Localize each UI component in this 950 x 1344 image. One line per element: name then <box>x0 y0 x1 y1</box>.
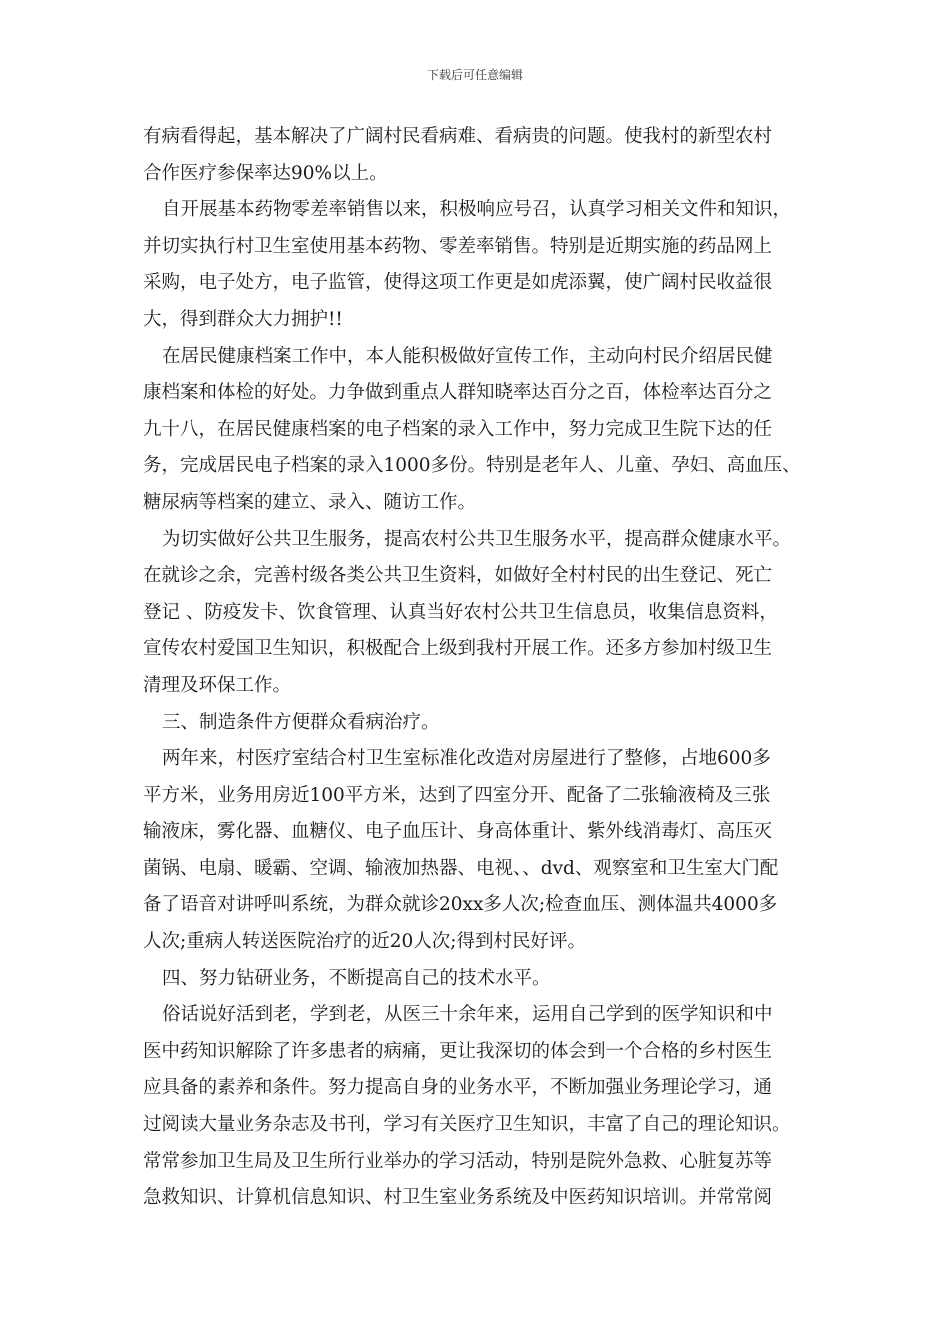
text-line: 合作医疗参保率达90%以上。 <box>143 162 388 184</box>
text-line: 采购，电子处方，电子监管，使得这项工作更是如虎添翼，使广阔村民收益很 <box>143 272 773 294</box>
text-line: 应具备的素养和条件。努力提高自身的业务水平，不断加强业务理论学习，通 <box>143 1077 773 1099</box>
text-line: 四、努力钻研业务，不断提高自己的技术水平。 <box>162 967 551 989</box>
text-line: 大，得到群众大力拥护!! <box>143 308 343 330</box>
text-line: 务，完成居民电子档案的录入1000多份。特别是老年人、儿童、孕妇、高血压、 <box>143 455 801 477</box>
text-line: 宣传农村爱国卫生知识，积极配合上级到我村开展工作。还多方参加村级卫生 <box>143 638 773 660</box>
text-line: 糖尿病等档案的建立、录入、随访工作。 <box>143 491 477 513</box>
text-line: 菌锅、电扇、暖霸、空调、输液加热器、电视、、dvd、观察室和卫生室大门配 <box>143 857 779 879</box>
text-line: 在就诊之余，完善村级各类公共卫生资料，如做好全村村民的出生登记、死亡 <box>143 565 773 587</box>
text-line: 人次;重病人转送医院治疗的近20人次;得到村民好评。 <box>143 931 587 953</box>
text-line: 输液床，雾化器、血糖仪、电子血压计、身高体重计、紫外线消毒灯、高压灭 <box>143 821 773 843</box>
text-line: 九十八，在居民健康档案的电子档案的录入工作中，努力完成卫生院下达的任 <box>143 418 773 440</box>
text-line: 有病看得起，基本解决了广阔村民看病难、看病贵的问题。使我村的新型农村 <box>143 126 773 147</box>
document-body <box>143 122 815 1220</box>
text-line: 自开展基本药物零差率销售以来，积极响应号召，认真学习相关文件和知识， <box>162 199 792 221</box>
page-header: 下载后可任意编辑 <box>426 68 523 82</box>
text-line: 医中药知识解除了许多患者的病痛，更让我深切的体会到一个合格的乡村医生 <box>143 1040 773 1062</box>
text-line: 平方米，业务用房近100平方米，达到了四室分开、配备了二张输液椅及三张 <box>143 784 771 806</box>
text-line: 过阅读大量业务杂志及书刊，学习有关医疗卫生知识，丰富了自己的理论知识。 <box>143 1114 791 1136</box>
text-line: 康档案和体检的好处。力争做到重点人群知晓率达百分之百，体检率达百分之 <box>143 382 773 404</box>
text-line: 在居民健康档案工作中，本人能积极做好宣传工作，主动向村民介绍居民健 <box>162 345 773 367</box>
text-line: 三、制造条件方便群众看病治疗。 <box>162 711 440 733</box>
text-line: 登记 、防疫发卡、饮食管理、认真当好农村公共卫生信息员，收集信息资料， <box>143 601 778 623</box>
text-line: 为切实做好公共卫生服务，提高农村公共卫生服务水平，提高群众健康水平。 <box>162 528 792 550</box>
text-line: 急救知识、计算机信息知识、村卫生室业务系统及中医药知识培训。并常常阅 <box>143 1187 773 1209</box>
text-line: 并切实执行村卫生室使用基本药物、零差率销售。特别是近期实施的药品网上 <box>143 235 773 257</box>
text-line: 清理及环保工作。 <box>143 674 292 696</box>
text-line: 俗话说好活到老，学到老，从医三十余年来，运用自己学到的医学知识和中 <box>162 1004 773 1026</box>
text-line: 两年来，村医疗室结合村卫生室标准化改造对房屋进行了整修，占地600多 <box>162 748 771 770</box>
text-line: 常常参加卫生局及卫生所行业举办的学习活动，特别是院外急救、心脏复苏等 <box>143 1150 773 1172</box>
text-line: 备了语音对讲呼叫系统，为群众就诊20xx多人次;检查血压、测体温共4000多 <box>143 894 778 916</box>
